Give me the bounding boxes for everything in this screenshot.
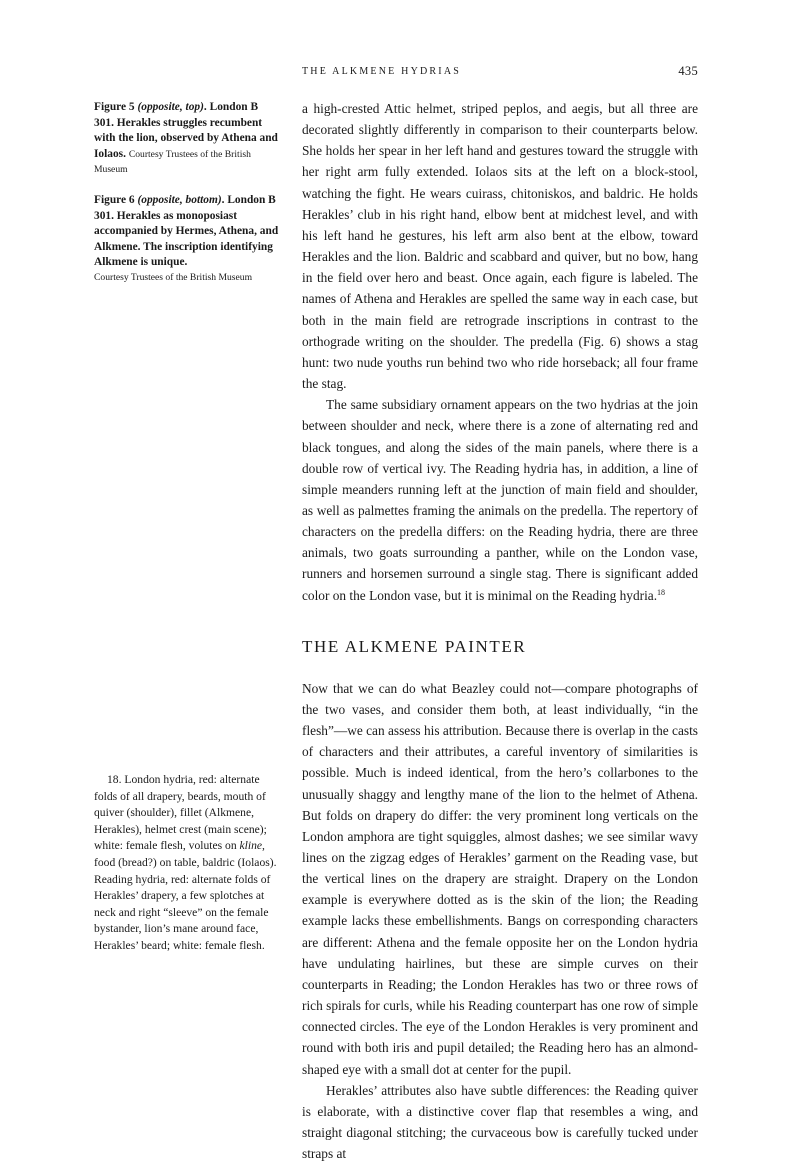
caption-credit: Courtesy Trustees of the British Museum <box>94 148 251 176</box>
body-paragraph: a high-crested Attic helmet, striped peplos, and aegis, but all three are decorated slightly differently in comparison to their counterparts below. She holds her spear in her left hand and gestures toward the struggle with her right arm fully extended. Iolaos sits at the left on a block-stool, watching the fight. He wears cuirass, chitoniskos, and baldric. He holds Herakles’ club in his right hand, elbow bent at midchest level, and with his left hand he gestures, his left arm also bent at the elbow, toward Herakles and the lion. Baldric and scabbard and quiver, but no bow, hang in the field over hero and beast. Once again, each figure is labeled. The names of Athena and Herakles are spelled the same way in each case, but both in the main field are retrograde inscriptions in contrast to the orthograde writing on the shoulder. The predella (Fig. 6) shows a stag hunt: two nude youths run behind two who ride horseback; all four frame the stag. <box>302 101 698 392</box>
main-text-column <box>302 98 698 1164</box>
caption-figure-label: Figure 5 <box>94 101 135 113</box>
footnote-18 <box>94 772 279 955</box>
footnote-italic-word: kline, <box>239 839 265 853</box>
body-paragraph: Now that we can do what Beazley could not—compare photographs of the two vases, and consider them both, at least individually, “in the flesh”—we can assess his attribution. Because there is overlap in the casts of characters and their attributes, a careful inventory of similarities is possible. Much is indeed identical, from the hero’s collarbones to the unusually shaggy and lengthy mane of the lion to the helmet of Athena. But folds on drapery do differ: the very prominent long verticals on the London amphora are tight squiggles, almost dashes; we see similar wavy lines on the zigzag edges of Herakles’ garment on the Reading vase, but the vertical lines on the drapery are straight. Drapery on the London example is everywhere dotted as is the skin of the lion; the Reading example lacks these embellishments. Bangs on corresponding characters are different: Athena and the female opposite her on the London hydria have undulating hairlines, but these are simple curves on their counterparts in Reading; the London Herakles has two or three rows of rich spirals for curls, while his Reading counterpart has one row of simple connected circles. The eye of the London Herakles is very prominent and round with both iris and pupil detailed; the Reading hero has an almond-shaped eye with a small dot at center for the pupil. <box>302 680 698 1077</box>
footnote-text-continued: food (bread?) on table, baldric (Iolaos). Reading hydria, red: alternate folds of Herakles’ drapery, a few splotches at neck and right “sleeve” on the female bystander, lion’s mane around face, Herakles’ beard; white: female flesh. <box>94 855 277 952</box>
body-paragraph: Herakles’ attributes also have subtle differences: the Reading quiver is elaborate, with a distinctive cover flap that resembles a wing, and straight diagonal stitching; the curvaceous bow is carefully tucked under straps at <box>302 1082 698 1162</box>
footnote-text: 18. London hydria, red: alternate folds of all drapery, beards, mouth of quiver (shoulder), fillet (Alkmene, Herakles), helmet crest (main scene); white: female flesh, volutes on <box>94 773 267 853</box>
body-paragraph <box>302 394 698 606</box>
caption-credit: Courtesy Trustees of the British Museum <box>94 271 253 283</box>
caption-figure-detail: (opposite, bottom) <box>137 194 222 206</box>
caption-description: . London B 301. Herakles struggles recumbent with the lion, observed by Athena and Iolaos. <box>94 101 278 160</box>
footnote-reference[interactable]: 18 <box>657 587 666 597</box>
figure-6-caption <box>94 193 279 284</box>
caption-figure-detail: (opposite, top) <box>137 101 204 113</box>
caption-description: . London B 301. Herakles as monoposiast accompanied by Hermes, Athena, and Alkmene. The inscription identifying Alkmene is unique. <box>94 194 279 269</box>
running-head: THE ALKMENE HYDRIAS <box>302 66 462 77</box>
page-number: 435 <box>678 64 698 78</box>
caption-figure-label: Figure 6 <box>94 194 135 206</box>
body-paragraph-text: The same subsidiary ornament appears on the two hydrias at the join between shoulder and neck, where there is a zone of alternating red and black tongues, and along the sides of the main panels, where there is a double row of vertical ivy. The Reading hydria has, in addition, a line of simple meanders running left at the junction of main field and shoulder, as well as palmettes framing the animals on the predella. The repertory of characters on the predella differs: on the Reading hydria, there are three animals, two goats surrounding a panther, while on the London vase, runners and horsemen surround a single stag. There is significant added color on the London vase, but it is minimal on the Reading hydria. <box>302 397 698 603</box>
section-heading: THE ALKMENE PAINTER <box>302 636 527 656</box>
figure-5-caption <box>94 100 279 178</box>
